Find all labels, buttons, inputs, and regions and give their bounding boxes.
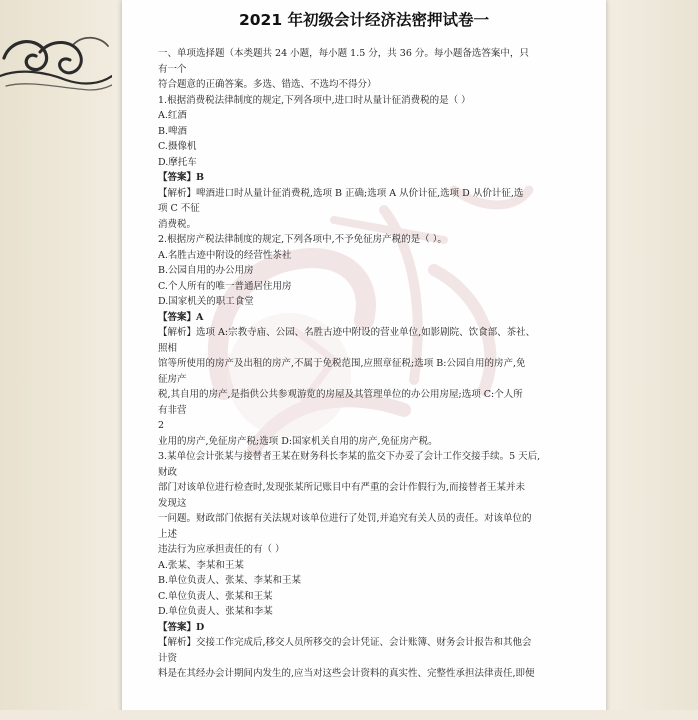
answer-line: 【答案】D [158, 621, 205, 633]
text-line: 税,其自用的房产,是指供公共参观游览的房屋及其管理单位的办公用房屋;选项 C:个人所 [158, 389, 523, 400]
text-line: D.国家机关的职工食堂 [158, 296, 254, 307]
document-page [122, 0, 606, 720]
text-line: 照相 [158, 342, 178, 354]
text-line: A.红酒 [158, 110, 187, 121]
text-line: 计资 [158, 652, 178, 664]
document-title: 2021 年初级会计经济法密押试卷一 [238, 11, 490, 29]
text-line: 财政 [158, 466, 178, 478]
text-line: 馆等所使用的房产及出租的房产,不属于免税范围,应照章征税;选项 B:公园自用的房产,免 [158, 358, 526, 369]
text-line: 料是在其经办会计期间内发生的,应当对这些会计资料的真实性、完整性承担法律责任,即便 [158, 668, 535, 679]
bottom-strip [0, 710, 698, 720]
text-line: 业用的房产,免征房产税;选项 D:国家机关自用的房产,免征房产税。 [158, 435, 438, 447]
text-line: 有非营 [158, 404, 187, 416]
text-line: 【解析】交接工作完成后,移交人员所移交的会计凭证、会计账簿、财务会计报告和其他会 [158, 637, 532, 648]
text-line: 一问题。财政部门依据有关法规对该单位进行了处罚,并追究有关人员的责任。对该单位的 [158, 513, 532, 524]
text-line: D.摩托车 [158, 156, 197, 168]
text-line: 违法行为应承担责任的有（ ） [158, 544, 285, 555]
text-line: 【解析】选项 A:宗教寺庙、公园、名胜古迹中附设的营业单位,如影剧院、饮食部、茶社、 [158, 327, 536, 338]
text-line: 上述 [158, 528, 178, 540]
text-line: A.名胜古迹中附设的经营性茶社 [158, 249, 292, 261]
text-line: 一、单项选择题（本类题共 24 小题，每小题 1.5 分，共 36 分。每小题备选答案中，只 [158, 48, 529, 59]
left-background [0, 0, 140, 720]
cloud-swirl-icon [0, 28, 112, 96]
text-line: 征房产 [158, 373, 187, 385]
answer-line: 【答案】B [158, 172, 205, 183]
text-line: 1.根据消费税法律制度的规定,下列各项中,进口时从量计征消费税的是（ ） [158, 94, 471, 106]
text-line: 3.某单位会计张某与接替者王某在财务科长李某的监交下办妥了会计工作交接手续。5 天后, [158, 451, 541, 462]
text-line: 部门对该单位进行检查时,发现张某所记账目中有严重的会计作假行为,而接替者王某并未 [158, 482, 526, 493]
text-line: B.单位负责人、张某、李某和王某 [158, 575, 302, 586]
page-number: 2 [158, 420, 165, 431]
text-line: 2.根据房产税法律制度的规定,下列各项中,不予免征房产税的是（ ）。 [158, 234, 447, 245]
text-line: 有一个 [158, 63, 187, 75]
text-line: 消费税。 [158, 218, 197, 230]
text-line: 发现这 [158, 497, 187, 509]
text-line: B.啤酒 [158, 125, 188, 137]
text-line: C.摄像机 [158, 141, 197, 152]
answer-line: 【答案】A [158, 311, 204, 323]
text-line: C.单位负责人、张某和王某 [158, 590, 273, 602]
text-line: A.张某、李某和王某 [158, 559, 244, 571]
text-line: D.单位负责人、张某和李某 [158, 606, 273, 617]
text-line: 项 C 不征 [158, 203, 200, 214]
text-line: C.个人所有的唯一普通居住用房 [158, 280, 292, 292]
text-line: 【解析】啤酒进口时从量计征消费税,选项 B 正确;选项 A 从价计征,选项 D 从价计征,选 [158, 187, 524, 199]
text-line: 符合题意的正确答案。多选、错选、不选均不得分） [158, 79, 377, 90]
document-body [158, 46, 578, 682]
text-line: B.公园自用的办公用房 [158, 265, 254, 276]
